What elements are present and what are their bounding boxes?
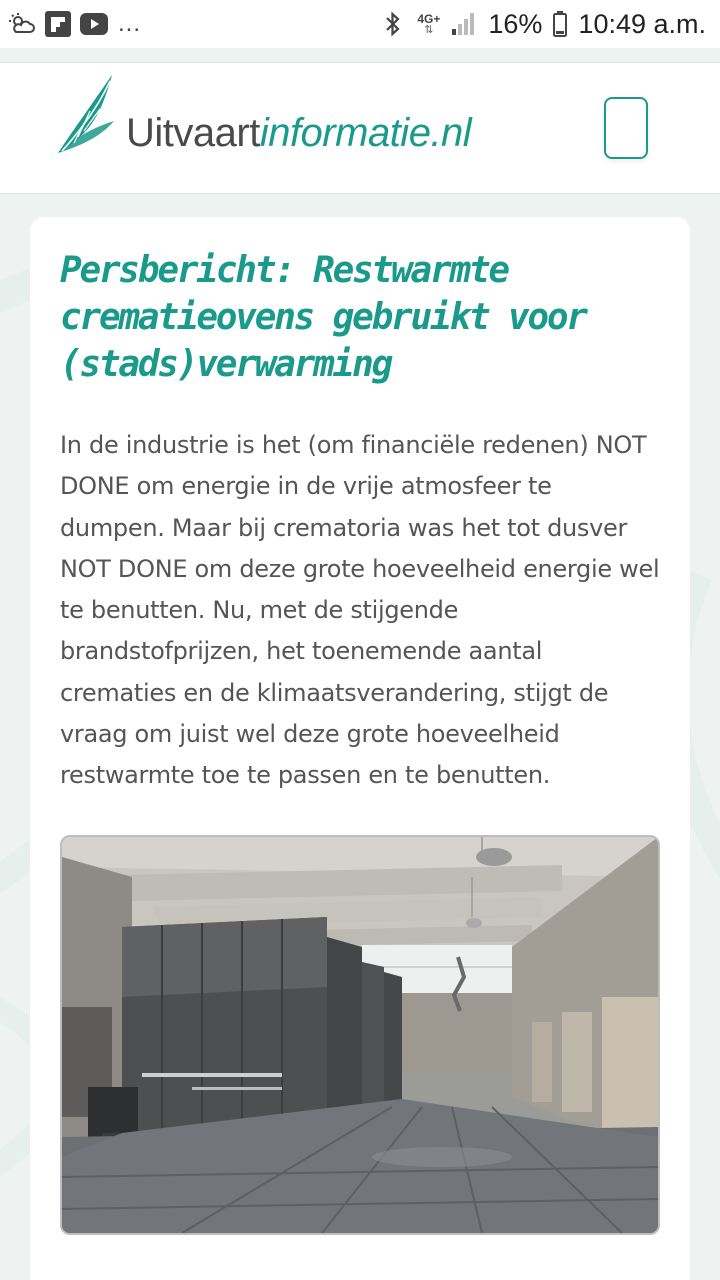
status-bar <box>0 0 720 48</box>
crematorium-photo[interactable] <box>60 835 660 1235</box>
site-logo[interactable] <box>54 71 494 167</box>
weather-icon <box>8 10 36 38</box>
bluetooth-icon <box>379 10 407 38</box>
network-type: 4G+ <box>417 11 441 26</box>
site-header <box>0 62 720 194</box>
menu-toggle-button[interactable] <box>604 97 648 159</box>
status-bar-left <box>8 10 141 38</box>
youtube-icon <box>80 10 108 38</box>
battery-icon <box>552 10 568 38</box>
data-arrows-icon: ⇅ <box>424 22 434 36</box>
article-title: Persbericht: Restwarmte crematieovens gebruikt voor (stads)verwarming <box>60 250 586 385</box>
feather-logo-icon <box>54 71 124 159</box>
battery-percent: 16% <box>488 8 543 39</box>
logo-text-part1: Uitvaart <box>126 111 260 155</box>
signal-icon <box>450 10 478 38</box>
article-intro: In de industrie is het (om financiële redenen) NOT DONE om energie in de vrije atmosfeer te dumpen. Maar bij crematoria was het tot dusver NOT DONE om deze grote hoeveelheid energie wel te benutten. Nu, met de stijgende brandstofprijzen, het toenemende aantal crematies en de klimaatsverandering, stijgt de vraag om juist wel deze grote hoeveelheid restwarmte toe te passen en te benutten. <box>60 431 660 790</box>
flipboard-icon <box>44 10 72 38</box>
more-notifications: ... <box>118 10 142 37</box>
network-indicator <box>417 11 441 36</box>
logo-text-part2: informatie.nl <box>259 111 472 155</box>
status-bar-right <box>379 9 706 40</box>
logo-text <box>126 111 471 156</box>
article-card <box>30 217 690 1280</box>
clock: 10:49 a.m. <box>578 8 706 39</box>
